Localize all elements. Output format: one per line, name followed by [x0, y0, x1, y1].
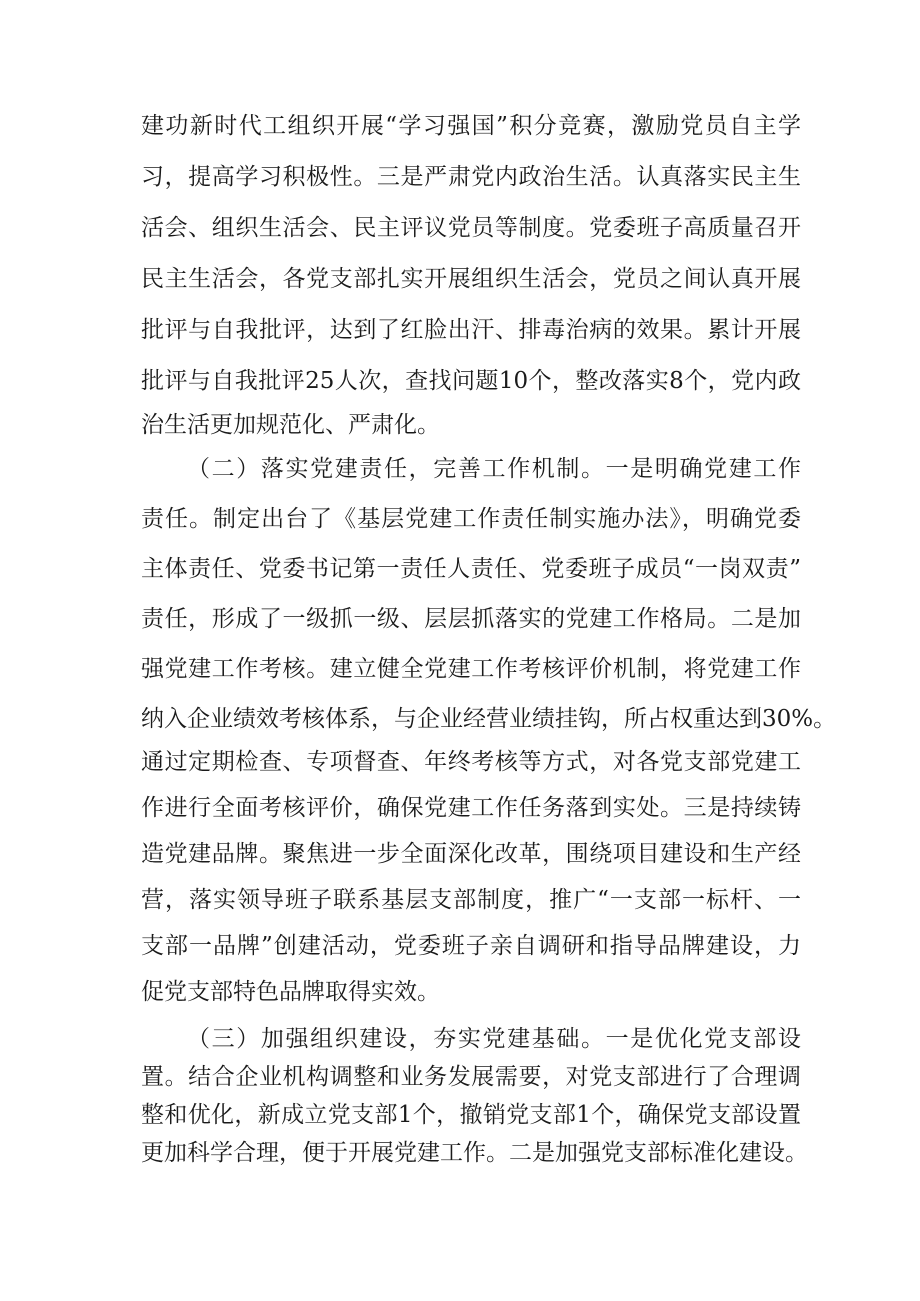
paragraph-2-line-11: 支部一品牌”创建活动，党委班子亲自调研和指导品牌建设，力 [141, 933, 801, 959]
paragraph-1-line-6: 批评与自我批评25人次，查找问题10个，整改落实8个，党内政 [141, 368, 801, 394]
paragraph-3-line-1: （三）加强组织建设，夯实党建基础。一是优化党支部设 [187, 1026, 801, 1052]
paragraph-1-line-1: 建功新时代工组织开展“学习强国”积分竞赛，激励党员自主学 [141, 113, 801, 139]
paragraph-2-line-1: （二）落实党建责任，完善工作机制。一是明确党建工作 [187, 456, 801, 482]
paragraph-2-line-7: 通过定期检查、专项督查、年终考核等方式，对各党支部党建工 [141, 749, 801, 775]
paragraph-2-line-10: 营，落实领导班子联系基层支部制度，推广“一支部一标杆、一 [141, 887, 801, 913]
paragraph-1-line-2: 习，提高学习积极性。三是严肃党内政治生活。认真落实民主生 [141, 164, 801, 190]
paragraph-3-line-4: 更加科学合理，便于开展党建工作。二是加强党支部标准化建设。 [141, 1140, 808, 1166]
paragraph-2-line-3: 主体责任、党委书记第一责任人责任、党委班子成员“一岗双责” [141, 556, 801, 582]
paragraph-2-line-12: 促党支部特色品牌取得实效。 [141, 979, 440, 1005]
paragraph-2-line-5: 强党建工作考核。建立健全党建工作考核评价机制，将党建工作 [141, 656, 801, 682]
paragraph-2-line-4: 责任，形成了一级抓一级、层层抓落实的党建工作格局。二是加 [141, 606, 801, 632]
paragraph-3-line-3: 整和优化，新成立党支部1个，撤销党支部1个，确保党支部设置 [141, 1102, 801, 1128]
paragraph-3-line-2: 置。结合企业机构调整和业务发展需要，对党支部进行了合理调 [141, 1064, 801, 1090]
paragraph-1-line-4: 民主生活会，各党支部扎实开展组织生活会，党员之间认真开展 [141, 266, 801, 292]
paragraph-2-line-6: 纳入企业绩效考核体系，与企业经营业绩挂钩，所占权重达到30%。 [141, 706, 837, 732]
paragraph-1-line-5: 批评与自我批评，达到了红脸出汗、排毒治病的效果。累计开展 [141, 317, 801, 343]
paragraph-2-line-9: 造党建品牌。聚焦进一步全面深化改革，围绕项目建设和生产经 [141, 841, 801, 867]
paragraph-2-line-8: 作进行全面考核评价，确保党建工作任务落到实处。三是持续铸 [141, 795, 801, 821]
paragraph-1-line-3: 活会、组织生活会、民主评议党员等制度。党委班子高质量召开 [141, 215, 801, 241]
paragraph-2-line-2: 责任。制定出台了《基层党建工作责任制实施办法》，明确党委 [141, 506, 801, 532]
paragraph-1-line-7: 治生活更加规范化、严肃化。 [141, 412, 440, 438]
